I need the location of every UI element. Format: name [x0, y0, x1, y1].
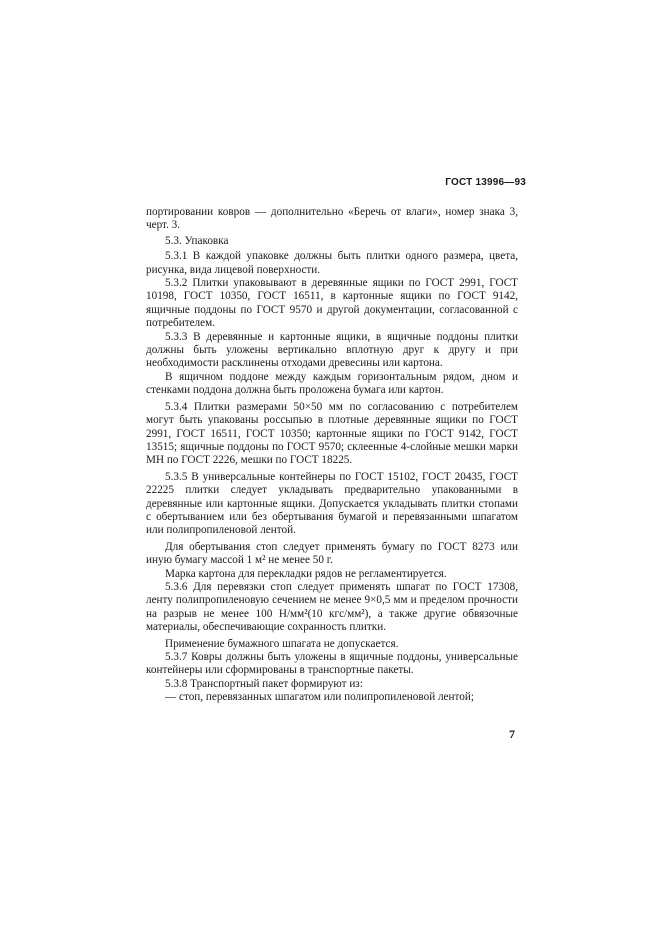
paragraph-paper-twine: Применение бумажного шпагата не допускается.	[165, 637, 399, 650]
paragraph-5-3-4: 5.3.4 Плитки размерами 50×50 мм по согласованию с потребителем могут быть упакованы россыпью в плотные деревянные ящики по ГОСТ 2991, ГОСТ 16511, ГОСТ 10350; картонные ящики по ГОСТ 9142, ГОСТ 13515; ящичные поддоны по ГОСТ 9570; склеенные 4-слойные мешки марки МН по ГОСТ 2226, мешки по ГОСТ 18225.	[146, 400, 518, 467]
page-header-standard: ГОСТ 13996—93	[445, 177, 526, 188]
page-number: 7	[509, 727, 515, 741]
paragraph-5-3-1: 5.3.1 В каждой упаковке должны быть плитки одного размера, цвета, рисунка, вида лицевой поверхности.	[146, 250, 518, 276]
list-item-stacks: — стоп, перевязанных шпагатом или полипропиленовой лентой;	[165, 691, 474, 704]
document-body	[146, 206, 518, 705]
paragraph-5-3-2: 5.3.2 Плитки упаковывают в деревянные ящики по ГОСТ 2991, ГОСТ 10198, ГОСТ 10350, ГОСТ 16511, в картонные ящики по ГОСТ 9142, ящичные поддоны по ГОСТ 9570 и другой документации, согласованной с потребителем.	[146, 277, 518, 330]
paragraph-cardboard: Марка картона для перекладки рядов не регламентируется.	[165, 567, 447, 580]
paragraph-5-3-7: 5.3.7 Ковры должны быть уложены в ящичные поддоны, универсальные контейнеры или сформированы в транспортные пакеты.	[146, 651, 518, 677]
paragraph-continuation: портировании ковров — дополнительно «Беречь от влаги», номер знака 3, черт. 3.	[146, 206, 518, 232]
paragraph-5-3-5: 5.3.5 В универсальные контейнеры по ГОСТ 15102, ГОСТ 20435, ГОСТ 22225 плитки следует укладывать предварительно упакованными в деревянные или картонные ящики. Допускается укладывать плитки стопами с обертыванием или без обертывания бумагой и перевязанными шпагатом или полипропиленовой лентой.	[146, 470, 518, 537]
paragraph-5-3-3: 5.3.3 В деревянные и картонные ящики, в ящичные поддоны плитки должны быть уложены вертикально вплотную друг к другу и при необходимости расклинены отходами древесины или картона.	[146, 330, 518, 370]
paragraph-pallet-note: В ящичном поддоне между каждым горизонтальным рядом, дном и стенками поддона должна быть проложена бумага или картон.	[146, 370, 518, 397]
paragraph-wrapping-paper: Для обертывания стоп следует применять бумагу по ГОСТ 8273 или иную бумагу массой 1 м² не менее 50 г.	[146, 540, 518, 567]
paragraph-5-3-8: 5.3.8 Транспортный пакет формируют из:	[165, 677, 363, 690]
section-heading: 5.3. Упаковка	[165, 234, 229, 247]
paragraph-5-3-6: 5.3.6 Для перевязки стоп следует применять шпагат по ГОСТ 17308, ленту полипропиленовую сечением не менее 9×0,5 мм и пределом прочности на разрыв не менее 100 Н/мм²(10 кгс/мм²), а также другие обвязочные материалы, обеспечивающие сохранность плитки.	[146, 580, 518, 634]
